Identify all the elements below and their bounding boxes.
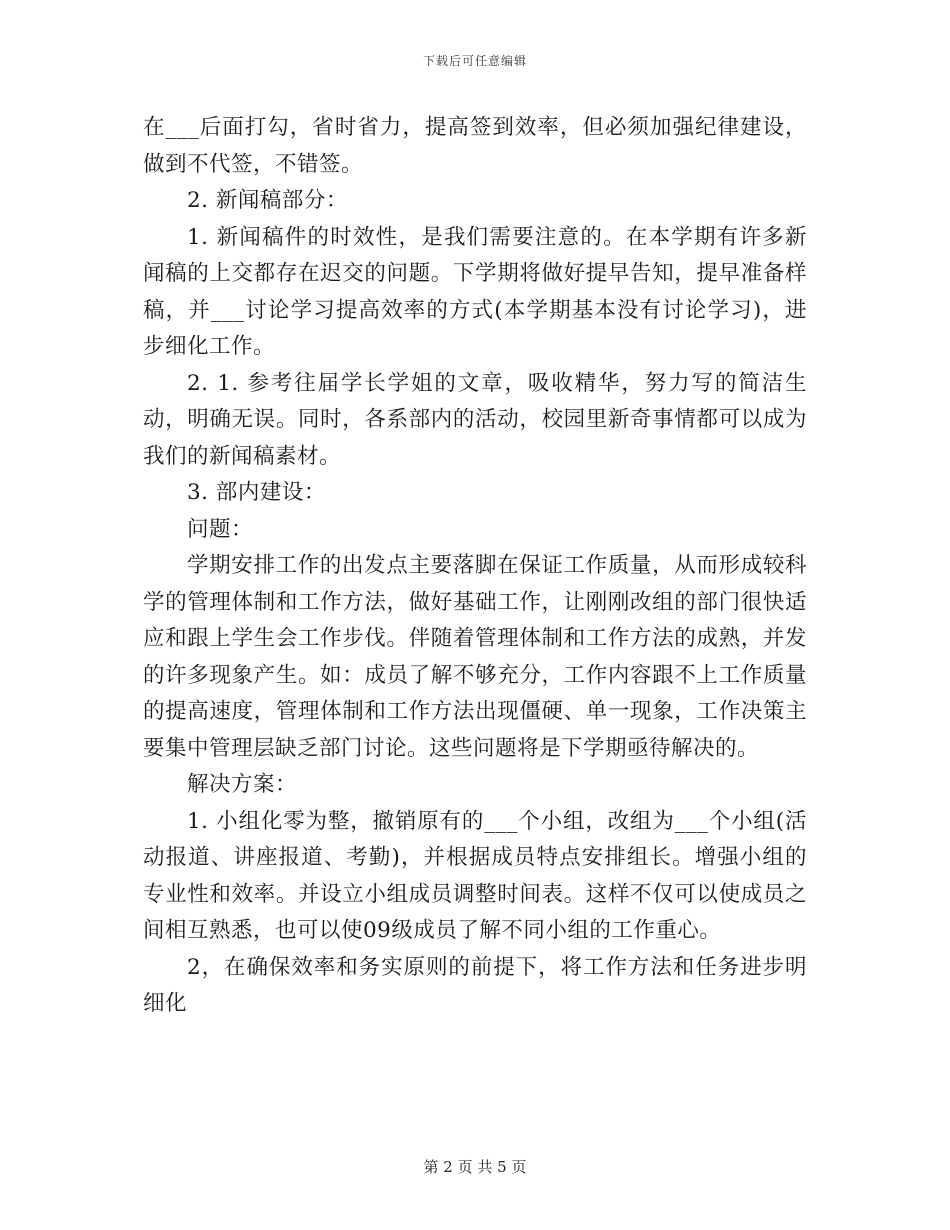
subheading: 解决方案： xyxy=(187,772,298,797)
paragraph: 2. 1. 参考往届学长学姐的文章，吸收精华，努力写的简洁生动，明确无误。同时，各系部内的活动，校园里新奇事情都可以成为我们的新闻稿素材。 xyxy=(143,370,807,469)
paragraph: 1. 新闻稿件的时效性，是我们需要注意的。在本学期有许多新闻稿的上交都存在迟交的问题。下学期将做好提早告知，提早准备样稿，并___讨论学习提高效率的方式(本学期基本没有讨论学习)，进步细化工作。 xyxy=(143,224,807,359)
paragraph: 在___后面打勾，省时省力，提高签到效率，但必须加强纪律建设，做到不代签，不错签。 xyxy=(143,115,807,177)
page-number: 第 2 页 共 5 页 xyxy=(423,1158,527,1176)
subheading: 问题： xyxy=(187,516,254,542)
paragraph: 学期安排工作的出发点主要落脚在保证工作质量，从而形成较科学的管理体制和工作方法，做好基础工作，让刚刚改组的部门很快适应和跟上学生会工作步伐。伴随着管理体制和工作方法的成熟，并发的许多现象产生。如：成员了解不够充分，工作内容跟不上工作质量的提高速度，管理体制和工作方法出现僵硬、单一现象，工作决策主要集中管理层缺乏部门讨论。这些问题将是下学期亟待解决的。 xyxy=(143,553,807,761)
section-heading: 3. 部内建设： xyxy=(187,480,326,505)
document-body xyxy=(143,110,807,1023)
page-header: 下载后可任意编辑 xyxy=(422,54,527,68)
paragraph: 1. 小组化零为整，撤销原有的___个小组，改组为___个小组(活动报道、讲座报道、考勤)，并根据成员特点安排组长。增强小组的专业性和效率。并设立小组成员调整时间表。这样不仅可以使成员之间相互熟悉，也可以使09级成员了解不同小组的工作重心。 xyxy=(143,808,807,943)
section-heading: 2. 新闻稿部分： xyxy=(187,188,348,213)
paragraph: 2，在确保效率和务实原则的前提下，将工作方法和任务进步明细化 xyxy=(143,954,807,1016)
